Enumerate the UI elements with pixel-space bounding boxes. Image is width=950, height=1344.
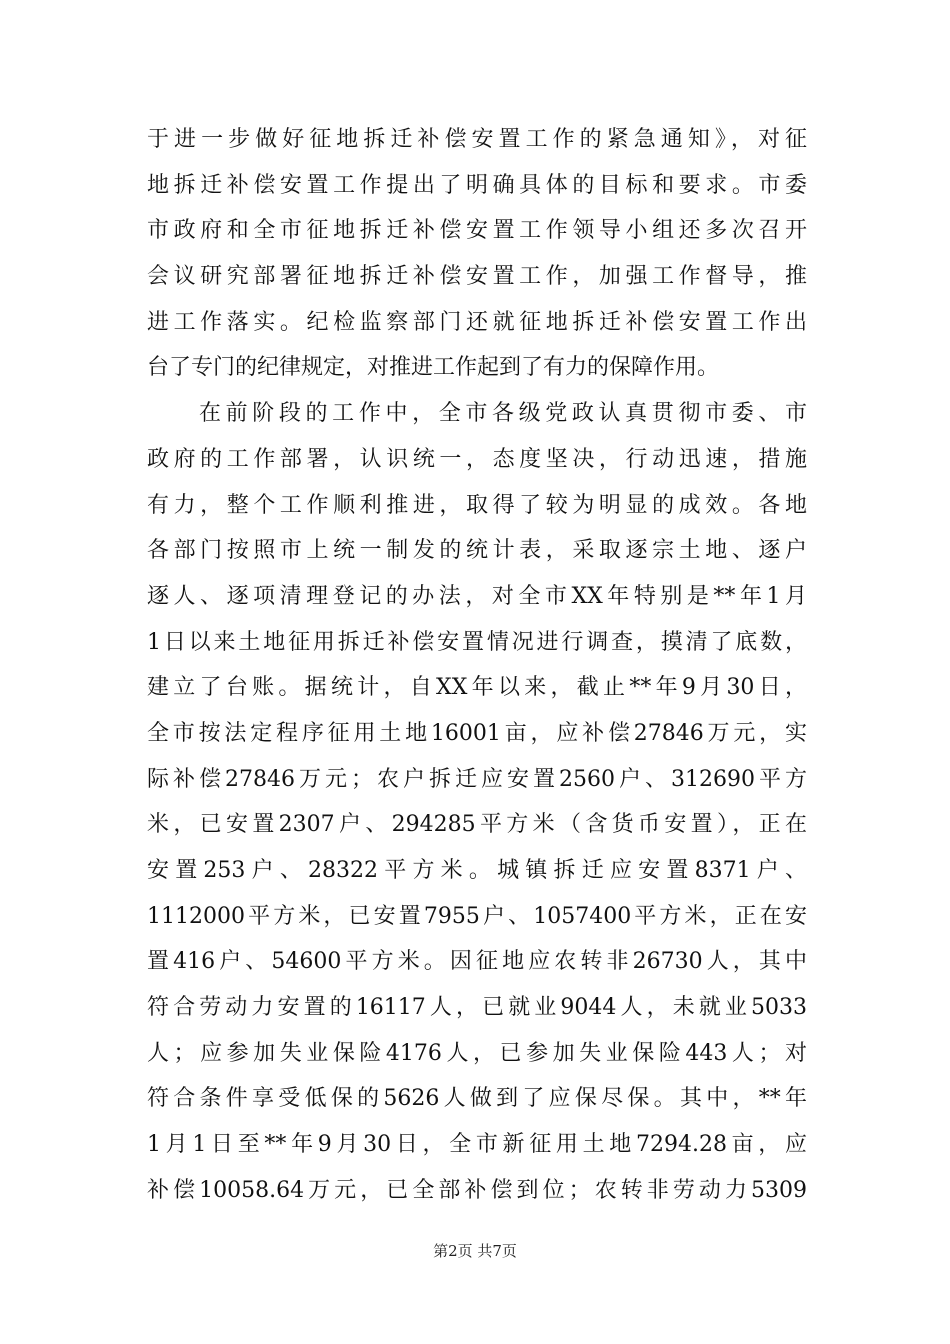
text-line: 政府的工作部署，认识统一，态度坚决，行动迅速，措施 — [147, 446, 807, 472]
text-line: 补偿10058.64万元，已全部补偿到位；农转非劳动力5309 — [147, 1177, 807, 1203]
text-line: 市政府和全市征地拆迁补偿安置工作领导小组还多次召开 — [147, 218, 807, 244]
text-line: 人；应参加失业保险4176人，已参加失业保险443人；对 — [147, 1040, 807, 1066]
text-line: 1112000平方米，已安置7955户、1057400平方米，正在安 — [147, 903, 807, 929]
text-line: 安置253户、28322平方米。城镇拆迁应安置8371户、 — [147, 858, 807, 883]
text-line: 台了专门的纪律规定，对推进工作起到了有力的保障作用。 — [147, 355, 720, 381]
text-line: 进工作落实。纪检监察部门还就征地拆迁补偿安置工作出 — [147, 309, 807, 335]
text-line: 建立了台账。据统计，自XX年以来，截止**年9月30日， — [147, 675, 807, 701]
text-line: 1月1日至**年9月30日，全市新征用土地7294.28亩，应 — [147, 1132, 807, 1158]
text-line: 1日以来土地征用拆迁补偿安置情况进行调查，摸清了底数， — [147, 629, 807, 655]
text-line: 符合条件享受低保的5626人做到了应保尽保。其中，**年 — [147, 1086, 807, 1112]
text-line: 会议研究部署征地拆迁补偿安置工作，加强工作督导，推 — [147, 264, 807, 290]
text-line: 米，已安置2307户、294285平方米（含货币安置），正在 — [147, 812, 807, 838]
text-line: 于进一步做好征地拆迁补偿安置工作的紧急通知》，对征 — [147, 127, 807, 152]
page-number-footer: 第2页 共7页 — [433, 1242, 517, 1260]
text-line: 全市按法定程序征用土地16001亩，应补偿27846万元，实 — [147, 720, 807, 746]
text-line: 地拆迁补偿安置工作提出了明确具体的目标和要求。市委 — [147, 172, 807, 198]
body-text — [147, 117, 807, 1214]
text-line: 各部门按照市上统一制发的统计表，采取逐宗土地、逐户 — [147, 538, 807, 564]
paragraph-first-line: 在前阶段的工作中，全市各级党政认真贯彻市委、市 — [199, 401, 807, 427]
text-line: 符合劳动力安置的16117人，已就业9044人，未就业5033 — [147, 995, 807, 1021]
text-line: 置416户、54600平方米。因征地应农转非26730人，其中 — [147, 949, 807, 975]
text-line: 逐人、逐项清理登记的办法，对全市XX年特别是**年1月 — [147, 583, 807, 609]
text-line: 际补偿27846万元；农户拆迁应安置2560户、312690平方 — [147, 766, 807, 792]
text-line: 有力，整个工作顺利推进，取得了较为明显的成效。各地 — [147, 492, 807, 518]
